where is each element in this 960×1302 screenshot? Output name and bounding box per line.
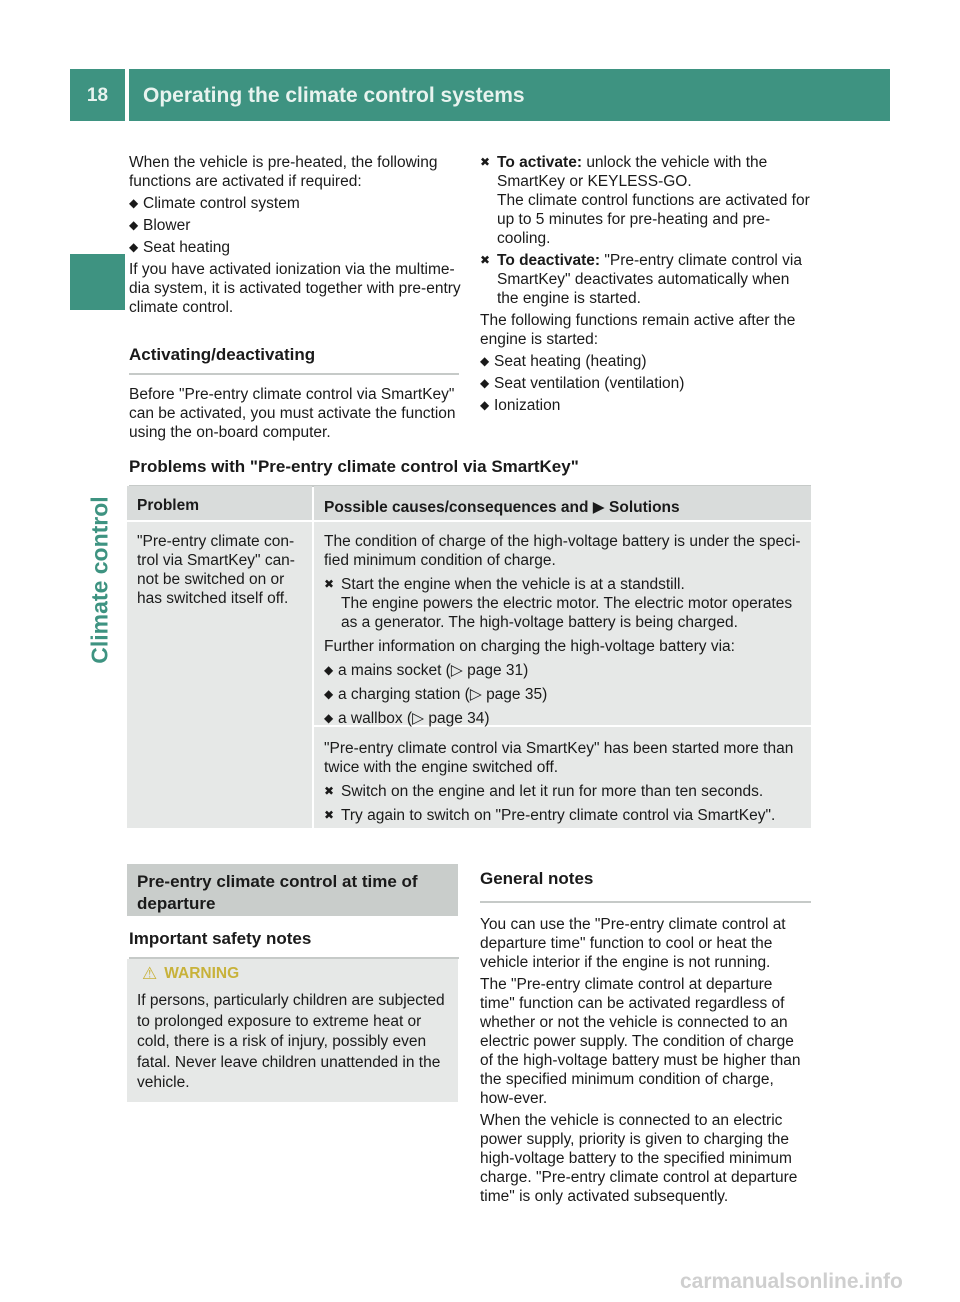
side-tab-marker xyxy=(70,254,125,310)
preheat-intro-block xyxy=(129,153,461,317)
list-item: ◆ a charging station (▷ page 35) xyxy=(324,686,548,703)
warning-box xyxy=(127,959,458,1102)
list-item: ◆ a mains socket (▷ page 31) xyxy=(324,662,529,679)
arrow-icon: ▶ xyxy=(592,499,605,516)
page-ref-icon: ▷ xyxy=(469,686,482,703)
departure-heading-box xyxy=(127,864,458,916)
warning-label: WARNING xyxy=(164,965,240,982)
section-heading: General notes xyxy=(480,869,594,888)
warning-text: If persons, particularly children are subjected to prolonged exposure to extreme heat or cold, there is a risk of injury, possibly even fatal. Never leave children unattended in the vehicle. xyxy=(137,992,445,1091)
problems-section-heading xyxy=(129,456,811,487)
step-deactivate: ✖ To deactivate: "Pre-entry climate control via SmartKey" deactivates automatically when the engine is started. xyxy=(480,252,802,307)
watermark: carmanualsonline.info xyxy=(680,1270,903,1293)
page-ref-icon: ▷ xyxy=(412,710,425,727)
section-heading: Important safety notes xyxy=(129,929,312,948)
list-item: ◆ Seat ventilation (ventilation) xyxy=(480,375,685,392)
section-side-label: Climate control xyxy=(86,496,113,664)
list-item: ◆ Ionization xyxy=(480,397,561,414)
activation-steps xyxy=(480,153,812,415)
list-item: ◆ Blower xyxy=(129,217,191,234)
divider xyxy=(480,901,811,903)
paragraph: The "Pre-entry climate control at departure time" function can be activated regardless of whether or not the vehicle is connected to an electric power supply. The condition of charge of the high-voltage battery must be higher than the specified minimum condition of charge, how-ever. xyxy=(480,976,801,1107)
preheat-intro: When the vehicle is pre-heated, the following functions are activated if required: xyxy=(129,154,438,190)
safety-notes-section xyxy=(129,928,459,959)
page-number: 18 xyxy=(70,69,125,121)
step-activate: ✖ To activate: unlock the vehicle with the SmartKey or KEYLESS-GO. The climate control functions are activated for up to 5 minutes for pre-heating and pre-cooling. xyxy=(480,154,810,247)
list-item: ◆ a wallbox (▷ page 34) xyxy=(324,710,490,727)
list-item: ◆ Seat heating (heating) xyxy=(480,353,647,370)
general-notes-section xyxy=(480,868,811,1206)
table-header-solutions: Possible causes/consequences and ▶ Solutions xyxy=(314,486,811,520)
table-cell-cause1: The condition of charge of the high-voltage battery is under the speci-fied minimum condition of charge. ✖ Start the engine when the vehicle is at a standstill. The engine powers the electric motor. The electric motor operates as a generator. The high-voltage battery is being charged. Further information on charging the high-voltage battery via: ◆ a mains socket (▷ page 31) ◆ a charging station (▷ page 35) ◆ a wallbox (▷ page 34) xyxy=(314,522,811,725)
section-heading: Activating/deactivating xyxy=(129,345,316,364)
section-heading: Problems with "Pre-entry climate control via SmartKey" xyxy=(129,457,579,476)
paragraph: When the vehicle is connected to an electric power supply, priority is given to charging the high-voltage battery to the specified minimum charge. "Pre-entry climate control at departure time" is only activated subsequently. xyxy=(480,1112,798,1205)
list-item: ◆ Climate control system xyxy=(129,195,300,212)
remain-text: The following functions remain active after the engine is started: xyxy=(480,312,796,348)
table-cell-cause2: "Pre-entry climate control via SmartKey" has been started more than twice with the engine switched off. ✖ Switch on the engine and let it run for more than ten seconds. ✖ Try again to switch on "Pre-entry climate control via SmartKey". xyxy=(314,727,811,828)
page-ref-icon: ▷ xyxy=(450,662,463,679)
table-header-problem: Problem xyxy=(127,486,312,520)
page-title: Operating the climate control systems xyxy=(129,69,890,121)
table-cell-problem: "Pre-entry climate con-trol via SmartKey" can-not be switched on or has switched itself off. xyxy=(127,522,312,828)
activating-section xyxy=(129,344,459,442)
warning-icon: ⚠ xyxy=(142,964,158,983)
activating-text: Before "Pre-entry climate control via SmartKey" can be activated, you must activate the function using the on-board computer. xyxy=(129,386,456,441)
list-item: ◆ Seat heating xyxy=(129,239,231,256)
section-heading: Pre-entry climate control at time of departure xyxy=(137,872,418,913)
paragraph: You can use the "Pre-entry climate control at departure time" function to cool or heat the vehicle interior if the engine is not running. xyxy=(480,916,786,971)
divider xyxy=(129,373,459,375)
ionization-note: If you have activated ionization via the multime-dia system, it is activated together with pre-entry climate control. xyxy=(129,261,461,316)
